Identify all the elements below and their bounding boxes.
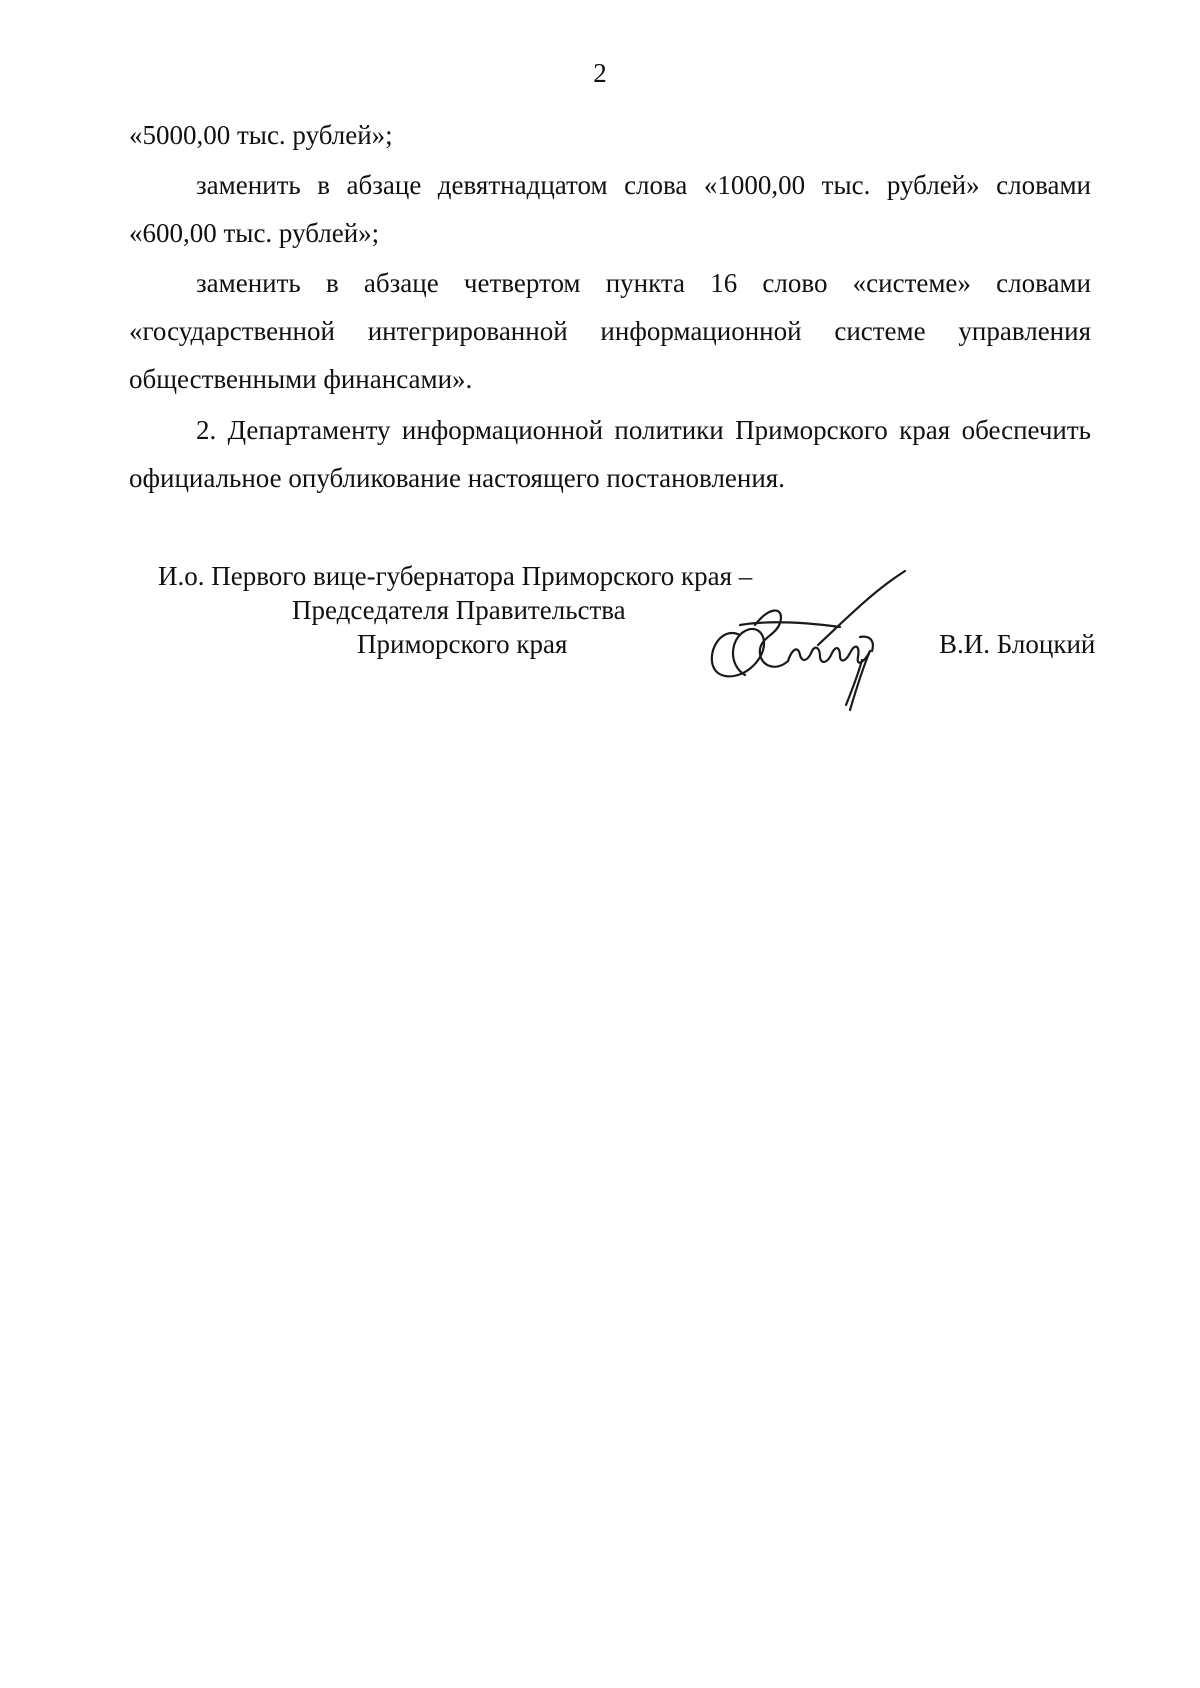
paragraph-publication-order: 2. Департаменту информационной политики Приморского края обеспечить официальное опубликование настоящего постановления. <box>129 415 1091 493</box>
signer-name: В.И. Блоцкий <box>939 629 1096 659</box>
signatory-title-line-2: Председателя Правительства <box>292 595 626 625</box>
paragraph-amount-continuation: «5000,00 тыс. рублей»; <box>129 120 393 150</box>
signatory-title-line-1: И.о. Первого вице-губернатора Приморского края – <box>158 561 753 591</box>
signatory-title-line-3: Приморского края <box>357 629 568 659</box>
handwritten-signature-icon <box>700 565 940 715</box>
page-number: 2 <box>593 58 607 88</box>
paragraph-replace-nineteenth: заменить в абзаце девятнадцатом слова «1000,00 тыс. рублей» словами «600,00 тыс. рублей»; <box>129 170 1091 248</box>
paragraph-replace-fourth: заменить в абзаце четвертом пункта 16 слово «системе» словами «государственной интегрированной информационной системе управления общественными финансами». <box>129 268 1091 394</box>
